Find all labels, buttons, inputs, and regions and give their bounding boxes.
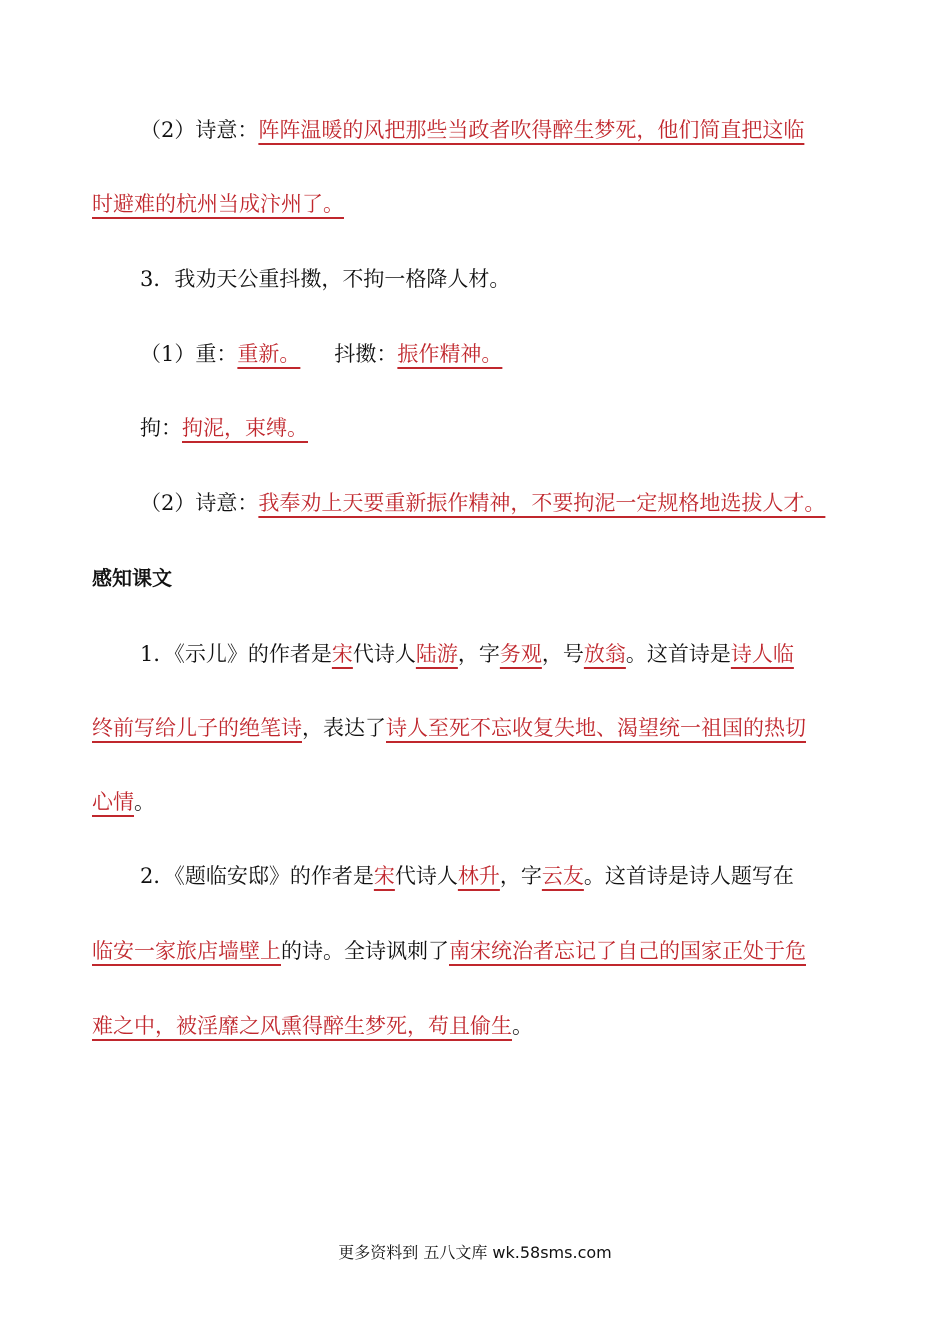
p1-courtesy-name-answer: 务观 — [499, 642, 542, 666]
q3-poem-label: （2）诗意： — [140, 491, 259, 515]
p1-line1 — [140, 639, 910, 669]
p2-text: 的诗。全诗讽刺了 — [281, 939, 449, 963]
page-footer: 更多资料到 五八文库 wk.58sms.com — [338, 1243, 612, 1262]
p2-text: 。 — [512, 1014, 533, 1038]
p1-content-answer: 诗人临 — [730, 642, 794, 666]
q3-title: 3．我劝天公重抖擞，不拘一格降人材。 — [140, 267, 511, 291]
q3-words-line — [140, 339, 910, 369]
p2-text: 代诗人 — [394, 864, 458, 888]
p2-line1 — [140, 861, 910, 891]
q3-ju-answer: 拘泥，束缚。 — [182, 416, 308, 440]
p1-emotion-answer: 诗人至死不忘收复失地、渴望统一祖国的热切 — [386, 716, 806, 740]
p1-content-answer: 终前写给儿子的绝笔诗 — [92, 716, 302, 740]
p2-satire-answer: 南宋统治者忘记了自己的国家正处于危 — [449, 939, 806, 963]
p1-text: ，号 — [541, 642, 584, 666]
p2-satire-answer: 难之中，被淫靡之风熏得醉生梦死，苟且偷生 — [92, 1014, 512, 1038]
p1-line3 — [92, 787, 862, 817]
q3-dousou-label: 抖擞： — [334, 342, 398, 366]
p2-location-answer: 临安一家旅店墙壁上 — [92, 939, 281, 963]
p2-line3 — [92, 1011, 862, 1041]
q2-poem-answer-1: 阵阵温暖的风把那些当政者吹得醉生梦死，他们简直把这临 — [258, 118, 805, 142]
q2-poem-line1 — [140, 115, 910, 145]
p1-text: ，字 — [457, 642, 500, 666]
p1-text: 。这首诗是 — [625, 642, 731, 666]
p1-poet-answer: 陆游 — [415, 642, 458, 666]
q3-ju-label: 拘： — [140, 416, 182, 440]
q3-chong-answer: 重新。 — [237, 342, 301, 366]
q2-poem-answer-2: 时避难的杭州当成汴州了。 — [92, 192, 344, 216]
q2-poem-line2 — [92, 189, 862, 219]
q3-dousou-answer: 振作精神。 — [397, 342, 503, 366]
q3-chong-label: （1）重： — [140, 342, 238, 366]
p1-art-name-answer: 放翁 — [583, 642, 626, 666]
q3-poem-answer: 我奉劝上天要重新振作精神，不要拘泥一定规格地选拔人才。 — [258, 491, 826, 515]
p2-courtesy-name-answer: 云友 — [541, 864, 584, 888]
p2-text: ，字 — [499, 864, 542, 888]
p2-poet-answer: 林升 — [457, 864, 500, 888]
q3-ju-line — [140, 413, 910, 443]
p1-text: 1．《示儿》的作者是 — [140, 642, 332, 666]
p2-text: 2．《题临安邸》的作者是 — [140, 864, 374, 888]
p1-dynasty-answer: 宋 — [331, 642, 353, 666]
p1-text: 。 — [134, 790, 155, 814]
p1-text: 代诗人 — [352, 642, 416, 666]
p2-line2 — [92, 936, 862, 966]
p2-dynasty-answer: 宋 — [373, 864, 395, 888]
p1-line2 — [92, 713, 862, 743]
q2-poem-label: （2）诗意： — [140, 118, 259, 142]
p2-text: 。这首诗是诗人题写在 — [583, 864, 794, 888]
q3-poem-line — [140, 488, 910, 518]
section-heading: 感知课文 — [92, 566, 172, 590]
p1-text: ，表达了 — [302, 716, 386, 740]
p1-emotion-answer: 心情 — [92, 790, 134, 814]
